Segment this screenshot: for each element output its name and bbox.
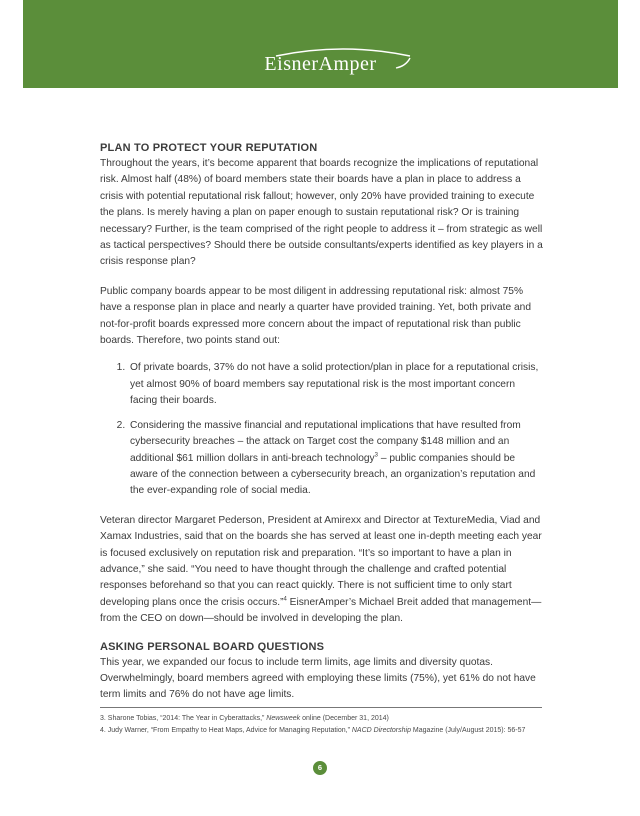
footnote-publication: Newsweek <box>266 715 301 722</box>
footnote-text: online (December 31, 2014) <box>300 715 389 722</box>
footnote-publication: NACD Directorship <box>351 726 411 734</box>
footnote-text: 3. Sharone Tobias, “2014: The Year in Cyberattacks,” <box>100 715 267 722</box>
footnote-ref: 4 <box>283 596 287 603</box>
paragraph-text: EisnerAmper’s Michael Breit added that management—from the CEO on down—should be involved in developing the plan. <box>100 596 542 625</box>
company-logo: EisnerAmper <box>264 53 377 75</box>
section-heading: ASKING PERSONAL BOARD QUESTIONS <box>100 640 325 653</box>
numbered-list <box>100 360 545 499</box>
page-number-badge: 6 <box>313 761 327 775</box>
footnotes <box>100 713 550 736</box>
list-item <box>128 360 545 409</box>
paragraph <box>100 513 545 628</box>
paragraph: This year, we expanded our focus to include term limits, age limits and diversity quotas. Overwhelmingly, board members agreed with employing these limits (75%), yet 61% do not have term limits and 76% do not have age limits. <box>100 656 536 701</box>
footnote-text: 4. Judy Warner, “From Empathy to Heat Maps, Advice for Managing Reputation,” <box>100 726 352 734</box>
footnote <box>100 725 550 737</box>
footnote-ref: 3 <box>374 452 378 459</box>
list-item-text: – public companies should be aware of the connection between a cybersecurity breach, an organization’s reputation and the ever-expanding role of social media. <box>130 452 536 497</box>
list-item-text: Of private boards, 37% do not have a solid protection/plan in place for a reputational crisis, yet almost 90% of board members say reputational risk is the most important concern facing their boards. <box>130 362 539 407</box>
header-banner <box>23 0 618 88</box>
footnote-divider <box>100 707 542 708</box>
paragraph-text: Veteran director Margaret Pederson, President at Amirexx and Director at TextureMedia, Viad and Xamax Industries, said that on the boards she has served at least one in-depth meeting each year is focused exclusively on reputation risk and preparation. “It’s so important to have a plan in advance,” she said. “You need to have thought through the challenge and crafted potential responses beforehand so that you can react quickly. There is not sufficient time to only start developing plans once the crisis occurs.” <box>100 514 542 608</box>
paragraph: Public company boards appear to be most diligent in addressing reputational risk: almost 75% have a response plan in place and nearly a quarter have provided training. Yet, both private and not-for-profit boards expressed more concern about the impact of reputational risk than public boards. Therefore, two points stand out: <box>100 285 532 347</box>
main-content <box>100 140 545 704</box>
section-heading: PLAN TO PROTECT YOUR REPUTATION <box>100 142 318 154</box>
list-item <box>128 418 545 500</box>
list-item-text: Considering the massive financial and reputational implications that have resulted from cybersecurity breaches – the attack on Target cost the company $148 million and an additional $61 million dollars in anti-breach technology <box>130 419 521 464</box>
footnote <box>100 713 550 725</box>
paragraph: Throughout the years, it’s become apparent that boards recognize the implications of reputational risk. Almost half (48%) of board members state their boards have a plan in place to address a crisis with potential reputational risk fallout; however, only 20% have provided training to execute the plans. Is merely having a plan on paper enough to sustain reputational risk? Or is training necessary? Further, is the team comprised of the right people to address it – from strategic as well as tactical perspectives? Should there be outside consultants/experts identified as key players in a crisis response plan? <box>100 158 543 268</box>
footnote-text: Magazine (July/August 2015): 56-57 <box>410 726 526 734</box>
